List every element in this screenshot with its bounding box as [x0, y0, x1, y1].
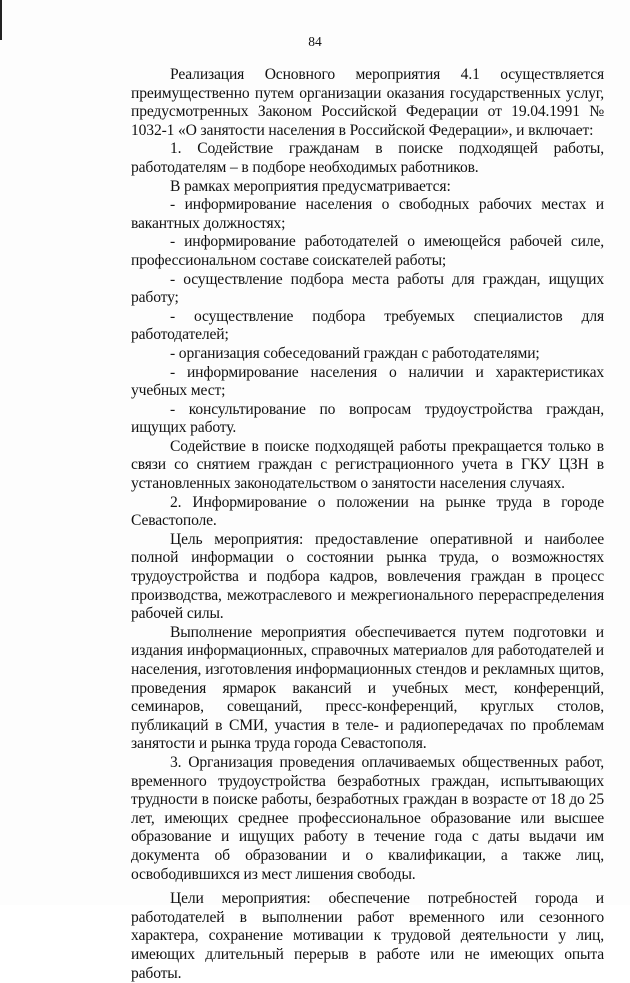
paragraph: В рамках мероприятия предусматривается: [170, 177, 451, 195]
page-number: 84 [308, 34, 322, 49]
list-item: - осуществление подбора требуемых специалистов для работодателей; [131, 307, 604, 344]
paragraph: 3. Организация проведения оплачиваемых общественных работ, временного трудоустройства безработных граждан, испытывающих трудности в поиске работы, безработных граждан в возрасте от 18 до 25 лет, имеющих среднее профессиональное образование или высшее образование и ищущих работу в течение года с даты выдачи им документа об образовании и о квалификации, а также лиц, освободившихся из мест лишения свободы. [131, 753, 604, 883]
list-item: - информирование населения о свободных рабочих местах и вакантных должностях; [131, 196, 604, 232]
paragraph: Реализация Основного мероприятия 4.1 осуществляется преимущественно путем организации оказания государственных услуг, предусмотренных Законом Российской Федерации от 19.04.1991 № 1032-1 «О занятости населения в Российской Федерации», и включает: [131, 66, 604, 139]
paragraph: Цели мероприятия: обеспечение потребностей города и работодателей в выполнении работ временного или сезонного характера, сохранение мотивации к трудовой деятельности у лиц, имеющих длительный перерыв в работе или не имеющих опыта работы. [131, 890, 604, 982]
list-item: - организация собеседований граждан с работодателями; [170, 344, 540, 362]
list-item: - информирование работодателей о имеющейся рабочей силе, профессиональном составе соискателей работы; [131, 233, 604, 269]
paragraph: Цель мероприятия: предоставление оперативной и наиболее полной информации о состоянии рынка труда, о возможностях трудоустройства и подбора кадров, вовлечения граждан в процесс производства, межотраслевого и межрегионального перераспределения рабочей силы. [131, 530, 604, 623]
list-item: - информирование населения о наличии и характеристиках учебных мест; [131, 363, 604, 400]
paragraph: 1. Содействие гражданам в поиске подходящей работы, работодателям – в подборе необходимых работников. [131, 140, 604, 176]
list-item: - осуществление подбора места работы для граждан, ищущих работу; [131, 270, 604, 307]
list-item: - консультирование по вопросам трудоустройства граждан, ищущих работу. [131, 400, 604, 437]
paragraph: Содействие в поиске подходящей работы прекращается только в связи со снятием граждан с регистрационного учета в ГКУ ЦЗН в установленных законодательством о занятости населения случаях. [131, 437, 604, 493]
body-text [131, 66, 604, 983]
paragraph: Выполнение мероприятия обеспечивается путем подготовки и издания информационных, справочных материалов для работодателей и населения, изготовления информационных стендов и рекламных щитов, проведения ярмарок вакансий и учебных мест, конференций, семинаров, совещаний, пресс-конференций, круглых столов, публикаций в СМИ, участия в теле- и радиопередачах по проблемам занятости и рынка труда города Севастополя. [131, 623, 604, 753]
paragraph: 2. Информирование о положении на рынке труда в городе Севастополе. [131, 493, 604, 530]
